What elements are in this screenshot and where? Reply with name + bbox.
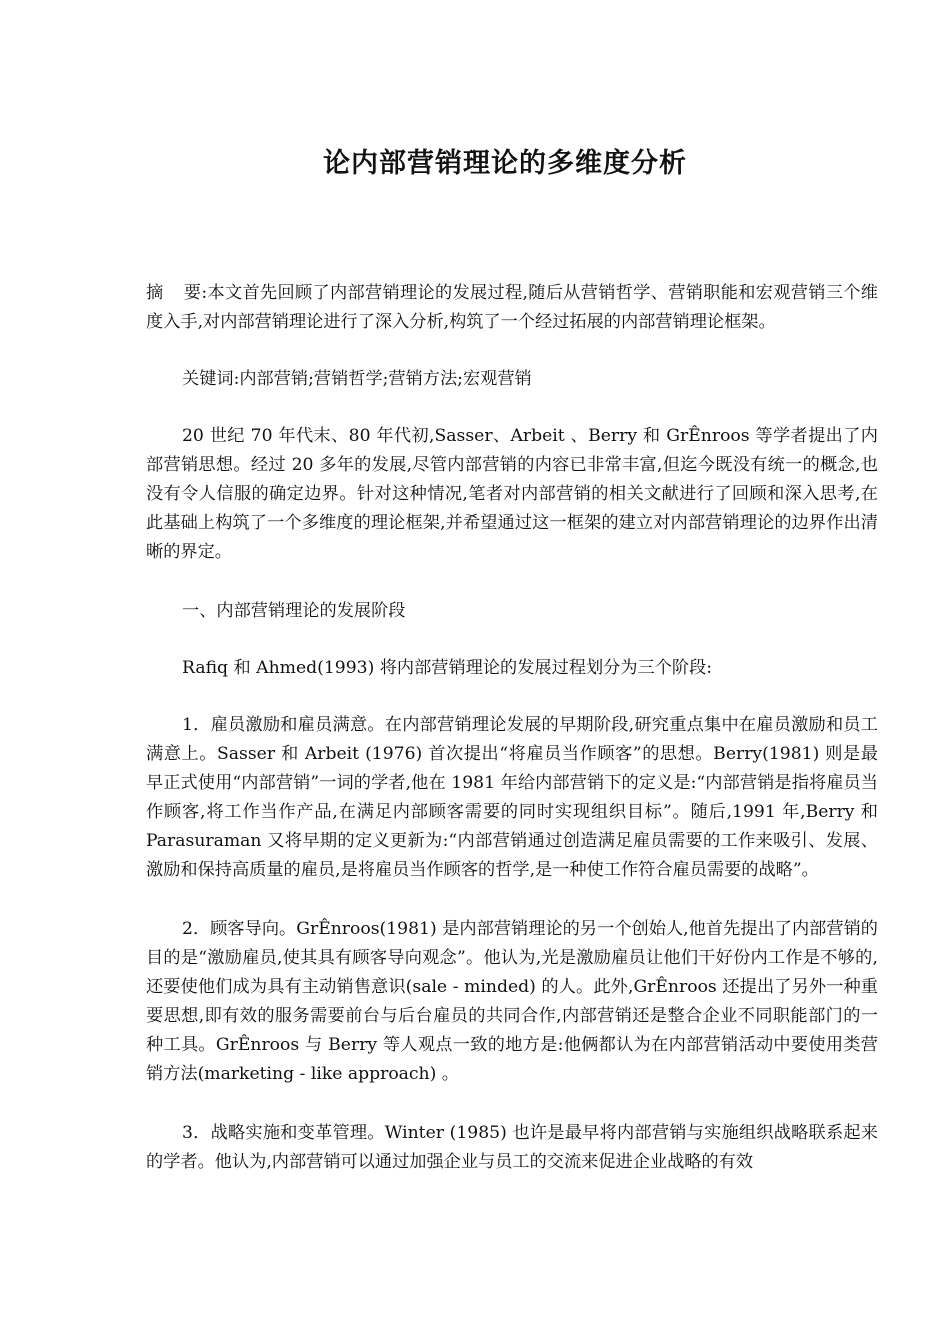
abstract-label bbox=[146, 283, 201, 303]
section-lead-paragraph: Rafiq 和 Ahmed(1993) 将内部营销理论的发展过程划分为三个阶段: bbox=[182, 658, 713, 678]
abstract-label-first: 摘 bbox=[146, 283, 164, 303]
abstract-label-second: 要 bbox=[183, 283, 202, 303]
abstract-text: :本文首先回顾了内部营销理论的发展过程,随后从营销哲学、营销职能和宏观营销三个维度入手,对内部营销理论进行了深入分析,构筑了一个经过拓展的内部营销理论框架。 bbox=[146, 283, 878, 332]
document-body bbox=[146, 279, 878, 1177]
intro-paragraph: 20 世纪 70 年代末、80 年代初,Sasser、Arbeit 、Berry 和 GrÊnroos 等学者提出了内部营销思想。经过 20 多年的发展,尽管内部营销的内容已非常丰富,但迄今既没有统一的概念,也没有令人信服的确定边界。针对这种情况,笔者对内部营销的相关文献进行了回顾和深入思考,在此基础上构筑了一个多维度的理论框架,并希望通过这一框架的建立对内部营销理论的边界作出清晰的界定。 bbox=[146, 426, 878, 562]
keywords-paragraph: 关键词:内部营销;营销哲学;营销方法;宏观营销 bbox=[182, 369, 532, 389]
abstract-paragraph bbox=[146, 279, 878, 337]
section-heading: 一、内部营销理论的发展阶段 bbox=[182, 601, 406, 621]
stage-2-paragraph: 2．顾客导向。GrÊnroos(1981) 是内部营销理论的另一个创始人,他首先提出了内部营销的目的是“激励雇员,使其具有顾客导向观念”。他认为,光是激励雇员让他们干好份内工作是不够的,还要使他们成为具有主动销售意识(sale - minded) 的人。此外,GrÊnroos 还提出了另外一种重要思想,即有效的服务需要前台与后台雇员的共同合作,内部营销还是整合企业不同职能部门的一种工具。GrÊnroos 与 Berry 等人观点一致的地方是:他俩都认为在内部营销活动中要使用类营销方法(marketing - like approach) 。 bbox=[146, 919, 878, 1084]
stage-1-paragraph: 1．雇员激励和雇员满意。在内部营销理论发展的早期阶段,研究重点集中在雇员激励和员工满意上。Sasser 和 Arbeit (1976) 首次提出“将雇员当作顾客”的思想。Berry(1981) 则是最早正式使用“内部营销”一词的学者,他在 1981 年给内部营销下的定义是:“内部营销是指将雇员当作顾客,将工作当作产品,在满足内部顾客需要的同时实现组织目标”。随后,1991 年,Berry 和 Parasuraman 又将早期的定义更新为:“内部营销通过创造满足雇员需要的工作来吸引、发展、激励和保持高质量的雇员,是将雇员当作顾客的哲学,是一种使工作符合雇员需要的战略”。 bbox=[146, 715, 878, 880]
document-title: 论内部营销理论的多维度分析 bbox=[323, 148, 687, 179]
stage-3-paragraph: 3．战略实施和变革管理。Winter (1985) 也许是最早将内部营销与实施组织战略联系起来的学者。他认为,内部营销可以通过加强企业与员工的交流来促进企业战略的有效 bbox=[146, 1123, 878, 1172]
